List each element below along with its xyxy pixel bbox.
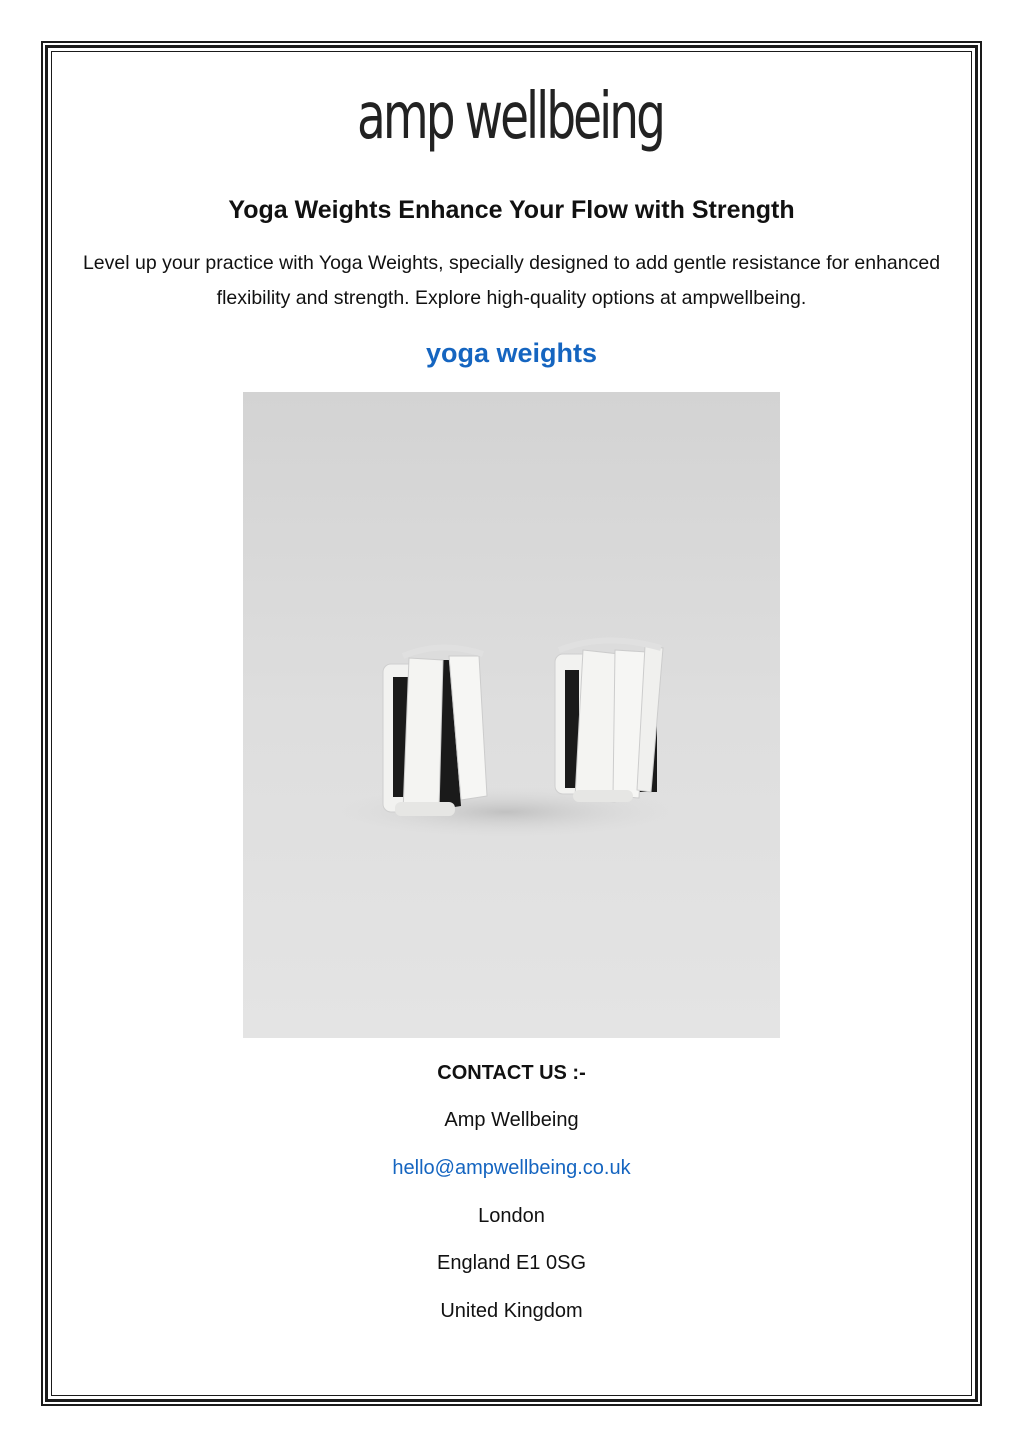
photo-background	[243, 392, 780, 1038]
amp-wellbeing-logo	[350, 78, 670, 170]
contact-company: Amp Wellbeing	[444, 1109, 579, 1131]
yoga-weights-link[interactable]: yoga weights	[425, 338, 598, 368]
logo-wordmark: amp wellbeing	[357, 80, 663, 154]
left-bangle	[383, 647, 487, 816]
intro-paragraph: Level up your practice with Yoga Weights, specially designed to add gentle resistance for enhanced flexibility and strength. Explore high-quality options at ampwellbeing.	[82, 252, 941, 309]
contact-city: London	[478, 1205, 545, 1227]
yoga-weight-bangles-photo	[243, 392, 780, 1038]
contact-region: England E1 0SG	[437, 1252, 586, 1274]
contact-country: United Kingdom	[440, 1300, 583, 1322]
contact-email-link[interactable]: hello@ampwellbeing.co.uk	[392, 1157, 631, 1179]
page-title: Yoga Weights Enhance Your Flow with Strength	[228, 196, 795, 224]
right-bangle	[555, 640, 663, 802]
contact-heading: CONTACT US :-	[437, 1062, 586, 1084]
